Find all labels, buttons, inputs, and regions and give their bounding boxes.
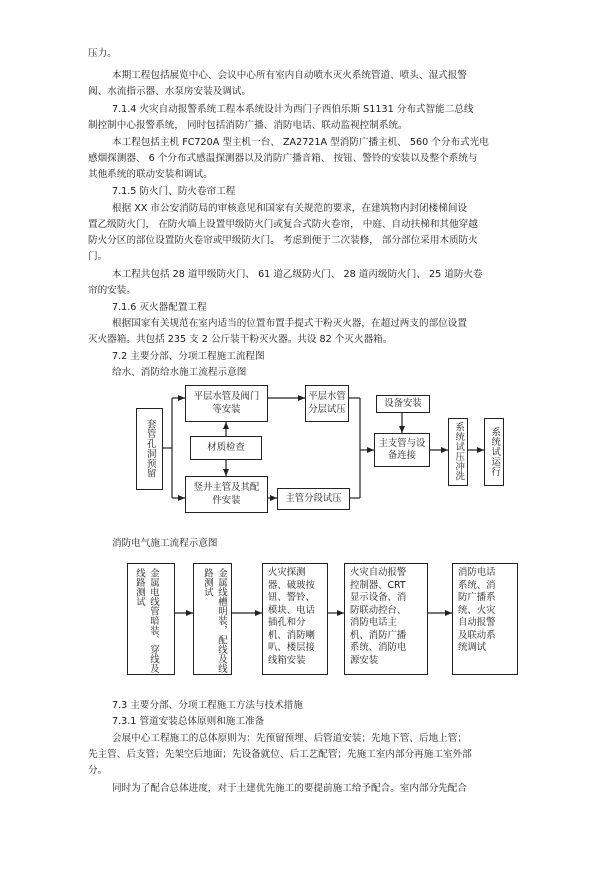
floor-pipe-install-box: 平层水管及阀门等安装 <box>185 385 268 422</box>
text-line: 阀、水流指示器、水泵房安装及调试。 <box>88 86 252 97</box>
text-line: 灭火器箱。共包括 235 支 2 公斤装干粉灭火器。共设 82 个灭火器箱。 <box>88 334 393 345</box>
main-branch-connection-box: 主支管与设备连接 <box>374 433 430 467</box>
equipment-install-box: 设备安装 <box>376 395 430 413</box>
text-line: 先主管、后支管；先架空后地面；先设备就位、后工艺配管；先施工室内部分再施工室外部 <box>88 749 472 760</box>
text-line: 门。 <box>88 251 108 262</box>
text-line: 感烟探测器、 6 个分布式感温探测器以及消防广播音箱、 按钮、警铃的安装以及整个系统与 <box>88 153 478 164</box>
floor-pressure-test-box: 平层水管分层试压 <box>305 385 349 422</box>
text-line: 防火分区的部位设置防火卷帘或甲级防火门。 考虑到便于二次装修， 部分部位采用木质防火 <box>88 235 478 246</box>
section-heading-7-1-5: 7.1.5 防火门、防火卷帘工程 <box>112 186 236 197</box>
sleeve-reservation-box: 套管孔洞预留 <box>136 408 163 490</box>
conduit-wiring-box: 金属电线管暗装、穿线及 线路测试 <box>127 563 175 675</box>
text-line: 本工程包括主机 FC720A 型主机一台、 ZA2721A 型消防广播主机、 560 个分布式光电 <box>112 137 489 148</box>
system-debug-box: 消防电话 系统、消 防广播系 统、火灾 自动报警 及联动系 统调试 <box>452 563 518 675</box>
main-pipe-pressure-test-box: 主管分段试压 <box>277 488 350 510</box>
system-flush-box: 系统试压冲洗 <box>448 418 468 486</box>
section-heading-7-3: 7.3 主要分部、分项工程施工方法与技术措施 <box>112 700 303 711</box>
figure-caption: 消防电气施工流程示意图 <box>112 538 218 549</box>
riser-pipe-install-box: 竖井主管及其配件安装 <box>185 476 268 513</box>
cable-trough-wiring-box: 金属线槽明装，配线及线 路测试 <box>193 563 232 675</box>
system-trial-run-box: 系统试运行 <box>484 418 504 486</box>
text-line: 同时为了配合总体进度，对于土建优先施工的要提前施工给予配合。室内部分先配合 <box>112 783 467 794</box>
text-line: 本工程共包括 28 道甲级防火门、 61 道乙级防火门、 28 道丙级防火门、 25 道防火卷 <box>112 269 483 280</box>
text-line: 压力。 <box>88 48 117 59</box>
text-line: 置乙级防火门， 在防火墙上设置甲级防火门或复合式防火卷帘， 中庭、自动扶梯和其他穿越 <box>88 219 478 230</box>
text-line: 分。 <box>88 765 108 776</box>
section-heading-7-1-4: 7.1.4 火灾自动报警系统工程本系统设计为西门子西伯乐斯 S1131 分布式智能二总线 <box>112 104 474 115</box>
text-line: 根据国家有关规范在室内适当的位置布置手提式干粉灭火器，在超过两支的部位设置 <box>112 318 467 329</box>
controller-install-box: 火灾自动报警 控制器、CRT 显示设备、消 防联动控台、 消防电话主 机、消防广播 系统、消防电 源安装 <box>344 563 428 675</box>
figure-caption: 给水、消防给水施工流程示意图 <box>112 367 247 378</box>
text-line: 会展中心工程施工的总体原则为：先预留预埋、后管道安装；先地下管、后地上管； <box>112 733 467 744</box>
section-heading-7-1-6: 7.1.6 灭火器配置工程 <box>112 302 207 313</box>
section-heading-7-2: 7.2 主要分部、分项工程施工流程图 <box>112 351 265 362</box>
section-heading-7-3-1: 7.3.1 管道安装总体原则和施工准备 <box>112 716 265 727</box>
detector-install-box: 火灾探测 器、破玻按 钮、警铃、 模块、电话 插孔和分 机、消防喇 叭、楼层接 线箱安装 <box>262 563 328 675</box>
text-line: 根据 XX 市公安消防局的审核意见和国家有关规范的要求，在建筑物内封闭楼梯间设 <box>112 203 468 214</box>
text-line: 本期工程包括展览中心、会议中心所有室内自动喷水灭火系统管道、喷头、湿式报警 <box>112 70 467 81</box>
text-line: 制控制中心报警系统， 同时包括消防广播、消防电话、联动监视控制系统。 <box>88 120 408 131</box>
text-line: 帘的安装。 <box>88 285 136 296</box>
text-line: 其他系统的联动安装和调试。 <box>88 169 213 180</box>
material-check-box: 材质检查 <box>190 436 262 460</box>
